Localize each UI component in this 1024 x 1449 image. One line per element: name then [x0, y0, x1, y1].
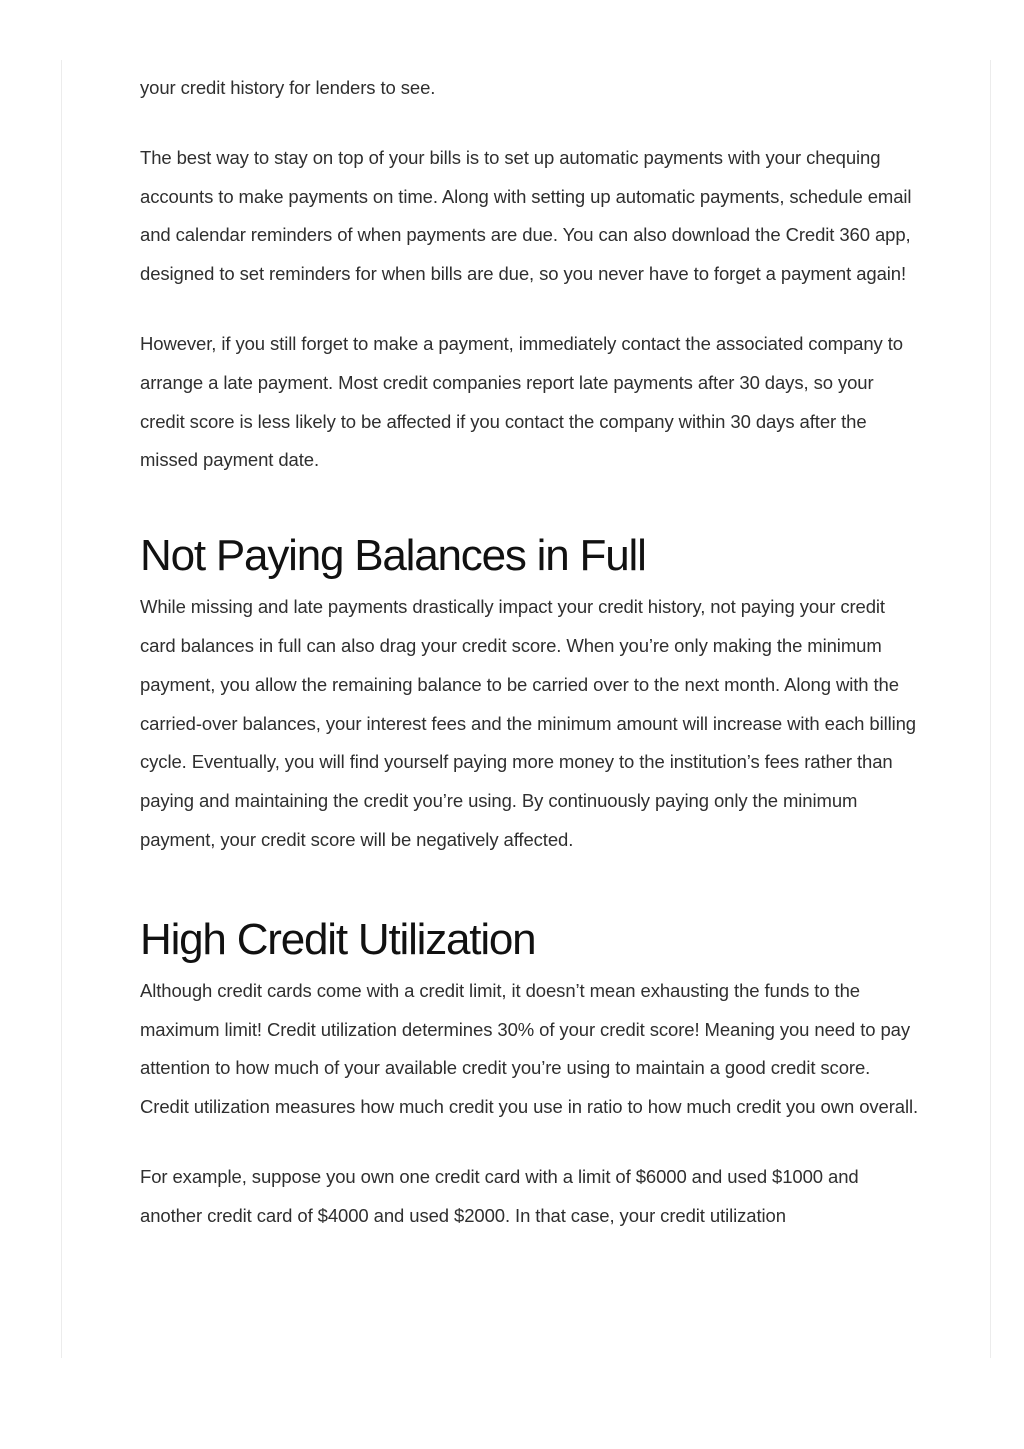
heading-not-paying-balances: Not Paying Balances in Full — [140, 531, 646, 581]
paragraph-late-payment-contact: However, if you still forget to make a payment, immediately contact the associated company to arrange a late payment. Most credit companies report late payments after 30 days, so your credit score is less likely to be affected if you contact the company within 30 days after the missed payment date. — [140, 332, 903, 471]
paragraph-credit-history-tail: your credit history for lenders to see. — [140, 77, 436, 98]
paragraph-automatic-payments: The best way to stay on top of your bills is to set up automatic payments with your chequing accounts to make payments on time. Along with setting up automatic payments, schedule email and calendar reminders of when payments are due. You can also download the Credit 360 app, designed to set reminders for when bills are due, so you never have to forget a payment again! — [140, 146, 912, 285]
heading-high-credit-utilization: High Credit Utilization — [140, 914, 536, 964]
paragraph-credit-limit: Although credit cards come with a credit limit, it doesn’t mean exhausting the funds to the maximum limit! Credit utilization determines 30% of your credit score! Meaning you need to pay attention to how much of your available credit you’re using to maintain a good credit score. Credit utilization measures how much credit you use in ratio to how much credit you own overall. — [140, 979, 919, 1118]
paragraph-utilization-example: For example, suppose you own one credit card with a limit of $6000 and used $1000 and another credit card of $4000 and used $2000. In that case, your credit utilization — [140, 1165, 859, 1226]
article-content — [140, 69, 920, 1236]
paragraph-minimum-payment: While missing and late payments drastically impact your credit history, not paying your credit card balances in full can also drag your credit score. When you’re only making the minimum payment, you allow the remaining balance to be carried over to the next month. Along with the carried-over balances, your interest fees and the minimum amount will increase with each billing cycle. Eventually, you will find yourself paying more money to the institution’s fees rather than paying and maintaining the credit you’re using. By continuously paying only the minimum payment, your credit score will be negatively affected. — [140, 596, 916, 850]
